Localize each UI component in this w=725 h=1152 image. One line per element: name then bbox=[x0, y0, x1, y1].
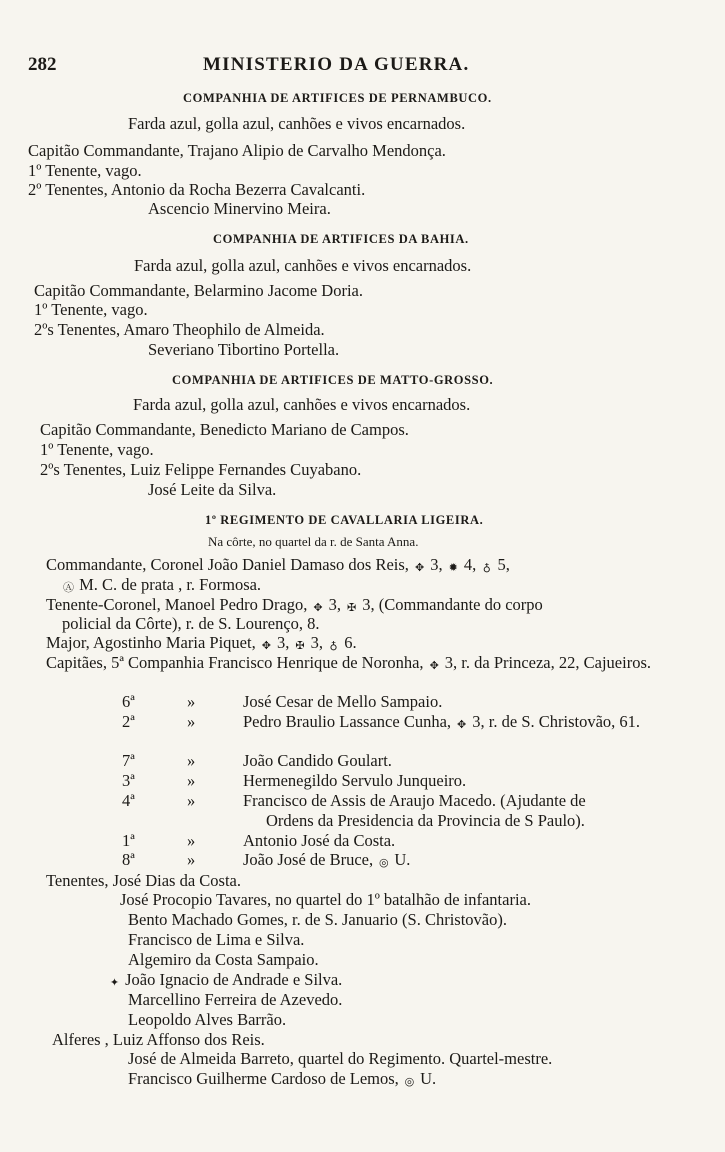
roster-line-major: Major, Agostinho Maria Piquet, ✥ 3, ✠ 3, ♁ 6. bbox=[46, 633, 357, 652]
circled-target-icon: ◎ bbox=[378, 857, 389, 869]
roster-line: Francisco de Assis de Araujo Macedo. (Ajudante de bbox=[243, 791, 586, 810]
ditto-mark: » bbox=[187, 831, 196, 850]
ditto-mark: » bbox=[187, 771, 196, 790]
roster-line: ✦ João Ignacio de Andrade e Silva. bbox=[109, 970, 343, 989]
roster-line: José Leite da Silva. bbox=[148, 480, 277, 499]
uniform-line: Farda azul, golla azul, canhões e vivos encarnados. bbox=[133, 395, 471, 414]
roster-line-alferes: Alferes , Luiz Affonso dos Reis. bbox=[52, 1030, 265, 1049]
company-number: 1ª bbox=[122, 831, 135, 850]
roster-line: Capitão Commandante, Belarmino Jacome Doria. bbox=[34, 281, 363, 300]
roster-line: 1º Tenente, vago. bbox=[40, 440, 154, 459]
roster-line: Francisco Guilherme Cardoso de Lemos, ◎ U. bbox=[128, 1069, 437, 1088]
section-heading-cavalry: 1º REGIMENTO DE CAVALLARIA LIGEIRA. bbox=[205, 513, 484, 527]
section-heading-pernambuco: COMPANHIA DE ARTIFICES DE PERNAMBUCO. bbox=[183, 91, 492, 105]
company-number: 6ª bbox=[122, 692, 135, 711]
ditto-mark: » bbox=[187, 751, 196, 770]
roster-line: José de Almeida Barreto, quartel do Regimento. Quartel-mestre. bbox=[128, 1049, 553, 1068]
star-bullet-icon: ✦ bbox=[109, 977, 120, 989]
roster-line: Severiano Tibortino Portella. bbox=[148, 340, 340, 359]
roster-line: 2ºs Tenentes, Luiz Felippe Fernandes Cuyabano. bbox=[40, 460, 362, 479]
roster-line: 1º Tenente, vago. bbox=[28, 161, 142, 180]
roster-line: João Candido Goulart. bbox=[243, 751, 392, 770]
roster-line: Bento Machado Gomes, r. de S. Januario (S. Christovão). bbox=[128, 910, 507, 929]
section-heading-matto-grosso: COMPANHIA DE ARTIFICES DE MATTO-GROSSO. bbox=[172, 373, 494, 387]
company-number: 7ª bbox=[122, 751, 135, 770]
roster-line: José Cesar de Mello Sampaio. bbox=[243, 692, 443, 711]
roster-line: Leopoldo Alves Barrão. bbox=[128, 1010, 287, 1029]
uniform-line: Farda azul, golla azul, canhões e vivos encarnados. bbox=[134, 256, 472, 275]
roster-line: 2º Tenentes, Antonio da Rocha Bezerra Cavalcanti. bbox=[28, 180, 366, 199]
ditto-mark: » bbox=[187, 791, 196, 810]
company-number: 8ª bbox=[122, 850, 135, 869]
roster-line: Hermenegildo Servulo Junqueiro. bbox=[243, 771, 467, 790]
roster-line-commandante: Commandante, Coronel João Daniel Damaso dos Reis, ✥ 3, ✹ 4, ♁ 5, bbox=[46, 555, 510, 574]
order-cross-icon: ✥ bbox=[429, 660, 439, 672]
company-number: 4ª bbox=[122, 791, 135, 810]
roster-line: Francisco de Lima e Silva. bbox=[128, 930, 305, 949]
circled-target-icon: ◎ bbox=[404, 1076, 415, 1088]
section-heading-bahia: COMPANHIA DE ARTIFICES DA BAHIA. bbox=[213, 232, 469, 246]
decoration-icon: ✹ bbox=[448, 562, 458, 574]
roster-line: Ascencio Minervino Meira. bbox=[148, 199, 331, 218]
roster-line-tenentes: Tenentes, José Dias da Costa. bbox=[46, 871, 241, 890]
company-number: 3ª bbox=[122, 771, 135, 790]
roster-line: José Procopio Tavares, no quartel do 1º batalhão de infantaria. bbox=[120, 890, 531, 909]
medal-icon: ♁ bbox=[329, 640, 338, 652]
order-cross-icon: ✥ bbox=[414, 562, 425, 574]
ditto-mark: » bbox=[187, 692, 196, 711]
ditto-mark: » bbox=[187, 850, 196, 869]
uniform-line: Farda azul, golla azul, canhões e vivos encarnados. bbox=[128, 114, 466, 133]
order-cross-icon: ✥ bbox=[261, 640, 271, 652]
medal-icon: ♁ bbox=[482, 562, 491, 574]
roster-line: Pedro Braulio Lassance Cunha, ✥ 3, r. de S. Christovão, 61. bbox=[243, 712, 641, 731]
roster-line: Algemiro da Costa Sampaio. bbox=[128, 950, 319, 969]
roster-line: Capitão Commandante, Benedicto Mariano de Campos. bbox=[40, 420, 409, 439]
company-number: 2ª bbox=[122, 712, 135, 731]
roster-line-capitaes: Capitães, 5ª Companhia Francisco Henrique de Noronha, ✥ 3, r. da Princeza, 22, Cajueiros. bbox=[46, 653, 651, 672]
roster-line-tenente-coronel: Tenente-Coronel, Manoel Pedro Drago, ✥ 3, ✠ 3, (Commandante do corpo bbox=[46, 595, 543, 614]
ditto-mark: » bbox=[187, 712, 196, 731]
roster-line: Antonio José da Costa. bbox=[243, 831, 396, 850]
order-cross-icon: ✥ bbox=[457, 719, 467, 731]
order-cross-icon: ✥ bbox=[313, 602, 323, 614]
roster-line: Ⓐ M. C. de prata , r. Formosa. bbox=[63, 575, 262, 594]
roster-line: Marcellino Ferreira de Azevedo. bbox=[128, 990, 343, 1009]
roster-line: Ordens da Presidencia da Provincia de S Paulo). bbox=[266, 811, 585, 830]
cross-icon: ✠ bbox=[295, 640, 305, 652]
cross-icon: ✠ bbox=[347, 602, 357, 614]
running-title: MINISTERIO DA GUERRA. bbox=[203, 54, 470, 75]
roster-line: 1º Tenente, vago. bbox=[34, 300, 148, 319]
roster-line: 2ºs Tenentes, Amaro Theophilo de Almeida. bbox=[34, 320, 325, 339]
circled-a-icon: Ⓐ bbox=[63, 582, 74, 594]
page-number: 282 bbox=[28, 54, 57, 75]
roster-line: João José de Bruce, ◎ U. bbox=[243, 850, 411, 869]
roster-line: policial da Côrte), r. de S. Lourenço, 8. bbox=[62, 614, 320, 633]
section-subheading: Na côrte, no quartel da r. de Santa Anna. bbox=[208, 534, 419, 549]
roster-line: Capitão Commandante, Trajano Alipio de Carvalho Mendonça. bbox=[28, 141, 446, 160]
